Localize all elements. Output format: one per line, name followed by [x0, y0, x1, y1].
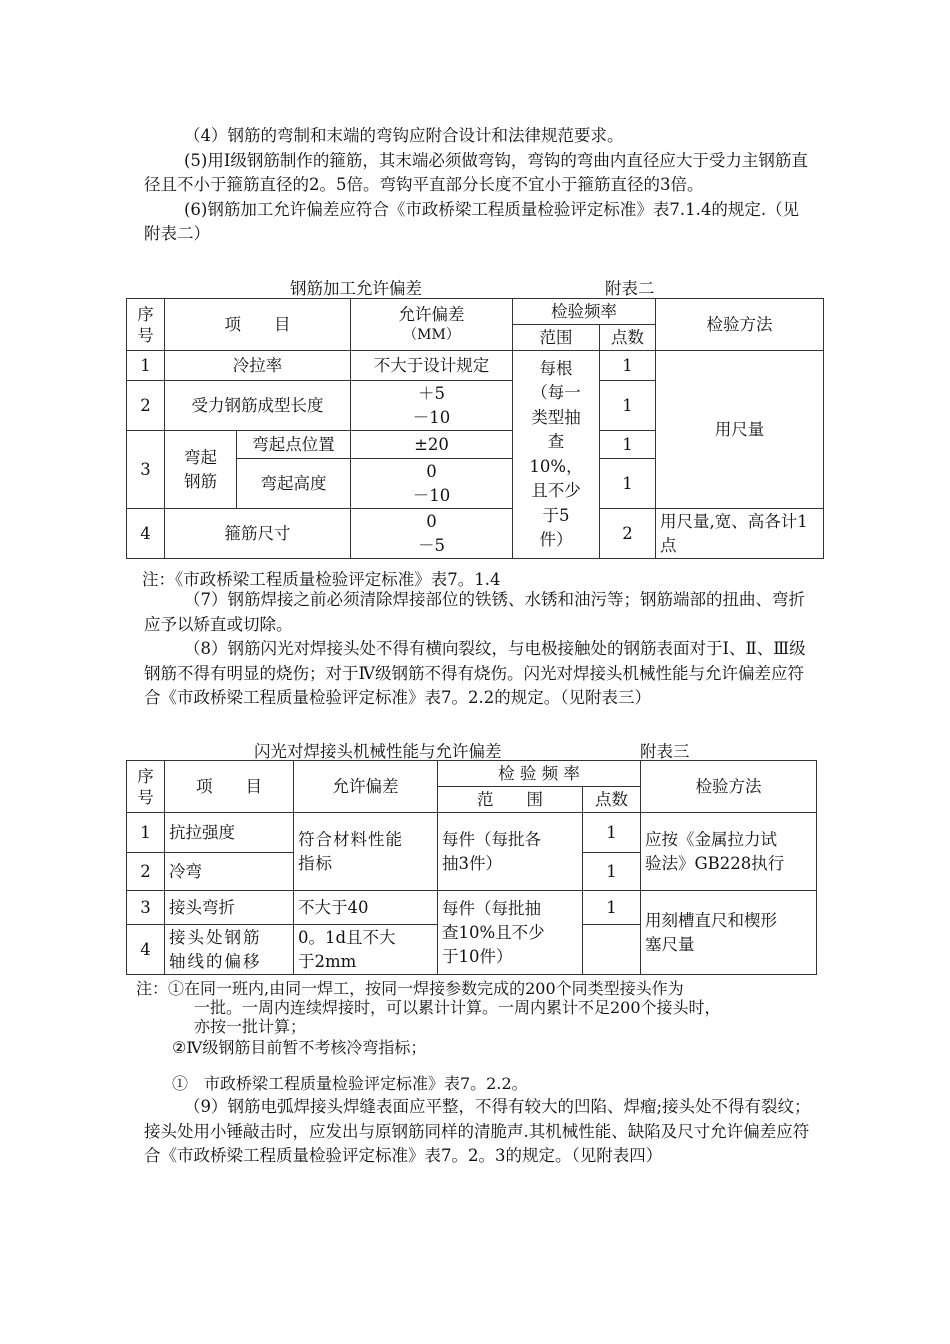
t2-header-seq: 序 号 [127, 299, 165, 351]
t2-row4-tolerance: 0 －5 [351, 509, 513, 559]
t2-row2-points: 1 [600, 381, 656, 431]
t3-tolerance-merged: 符合材料性能 指标 [294, 813, 438, 891]
t3-header-points: 点数 [583, 787, 641, 813]
note-3-text: ① 市政桥梁工程质量检验评定标准》表7。2.2。 [172, 1074, 528, 1093]
t2-row3-group: 弯起 钢筋 [165, 431, 237, 509]
t3-range-merged-b: 每件（每批抽 查10%且不少 于10件） [438, 891, 583, 975]
t3-header-frequency: 检 验 频 率 [438, 761, 641, 787]
t2-header-points: 点数 [600, 325, 656, 351]
mid-paragraphs [144, 588, 814, 711]
note-1-text: ①在同一班内,由同一焊工，按同一焊接参数完成的200个同类型接头作为 [168, 979, 684, 998]
t3-row3-seq: 3 [127, 891, 165, 925]
t2-row3-tolerance: ±20 [351, 431, 513, 459]
t3-row4-item: 接头处钢筋 轴线的偏移 [165, 925, 294, 975]
t3-header-method: 检验方法 [641, 761, 817, 813]
t3-header-seq: 序 号 [127, 761, 165, 813]
paragraph-6: (6)钢筋加工允许偏差应符合《市政桥梁工程质量检验评定标准》表7.1.4的规定.（见附表二） [144, 199, 800, 243]
paragraph-9: （9）钢筋电弧焊接头焊缝表面应平整，不得有较大的凹陷、焊瘤;接头处不得有裂纹；接头处用小锤敲击时，应发出与原钢筋同样的清脆声.其机械性能、缺陷及尺寸允许偏差应符合《市政桥梁工程质量检验评定标准》表7。2。3的规定。（见附表四） [144, 1097, 811, 1165]
t2-header-item: 项 目 [165, 299, 351, 351]
note-line-4 [136, 1038, 826, 1057]
t3-range-merged-a: 每件（每批各 抽3件） [438, 813, 583, 891]
t2-header-method: 检验方法 [656, 299, 824, 351]
t2-row2-item: 受力钢筋成型长度 [165, 381, 351, 431]
table3-notes [136, 979, 826, 1093]
t3-row3-item: 接头弯折 [165, 891, 294, 925]
table2-tag: 附表二 [605, 279, 655, 298]
t3-row4-tolerance: 0。1d且不大 于2mm [294, 925, 438, 975]
note-2-text: ②Ⅳ级钢筋目前暂不考核冷弯指标； [172, 1038, 427, 1057]
t2-row1-tolerance: 不大于设计规定 [351, 351, 513, 381]
t2-method-merged: 用尺量 [656, 351, 824, 509]
t2-row2-tolerance: ＋5 －10 [351, 381, 513, 431]
table3 [126, 760, 817, 975]
t3-method-merged-a: 应按《金属拉力试 验法》GB228执行 [641, 813, 817, 891]
t3-row2-item: 冷弯 [165, 853, 294, 891]
note-line-1 [136, 979, 826, 998]
t3-row3-points: 1 [583, 891, 641, 925]
t3-header-item: 项 目 [165, 761, 294, 813]
paragraph-8: （8）钢筋闪光对焊接头处不得有横向裂纹，与电极接触处的钢筋表面对于Ⅰ、Ⅱ、Ⅲ级钢筋不得有明显的烧伤；对于Ⅳ级钢筋不得有烧伤。闪光对焊接头机械性能与允许偏差应符合《市政桥梁工程质量检验评定标准》表7。2.2的规定。（见附表三） [144, 639, 806, 707]
t3-header-tolerance: 允许偏差 [294, 761, 438, 813]
table2-note: 注：《市政桥梁工程质量检验评定标准》表7。1.4 [142, 570, 501, 589]
t2-row2-seq: 2 [127, 381, 165, 431]
t2-row4-seq: 4 [127, 509, 165, 559]
t2-row4-points: 2 [600, 509, 656, 559]
top-paragraphs [144, 124, 814, 247]
t2-row3-seq: 3 [127, 431, 165, 509]
note-1-continued: 一批。一周内连续焊接时，可以累计计算。一周内累计不足200个接头时， [194, 998, 721, 1017]
table2-title: 钢筋加工允许偏差 [290, 279, 422, 298]
table3-title: 闪光对焊接头机械性能与允许偏差 [254, 742, 502, 761]
t3-row3-tolerance: 不大于40 [294, 891, 438, 925]
note-line-5 [136, 1074, 826, 1093]
t3-row2-seq: 2 [127, 853, 165, 891]
note-line-2 [136, 998, 826, 1017]
t3-row1-seq: 1 [127, 813, 165, 853]
t2-header-tolerance-unit: （MM） [403, 326, 460, 343]
t2-row3-points: 1 [600, 431, 656, 459]
t2-header-range: 范围 [513, 325, 600, 351]
table2 [126, 298, 824, 559]
table3-tag: 附表三 [640, 742, 690, 761]
note-line-3 [136, 1017, 826, 1036]
paragraph-5: (5)用Ⅰ级钢筋制作的箍筋，其末端必须做弯钩，弯钩的弯曲内直径应大于受力主钢筋直径且不小于箍筋直径的2。5倍。弯钩平直部分长度不宜小于箍筋直径的3倍。 [144, 150, 808, 194]
t2-row4-item: 箍筋尺寸 [165, 509, 351, 559]
t3-row4-points [583, 925, 641, 975]
t3-row1-points: 1 [583, 813, 641, 853]
t2-header-tolerance [351, 299, 513, 351]
note-1-end: 亦按一批计算； [194, 1017, 307, 1036]
bottom-paragraphs [144, 1095, 814, 1169]
t2-header-frequency: 检验频率 [513, 299, 656, 325]
paragraph-7: （7）钢筋焊接之前必须清除焊接部位的铁锈、水锈和油污等；钢筋端部的扭曲、弯折应予以矫直或切除。 [144, 590, 805, 634]
t2-header-tolerance-label: 允许偏差 [398, 304, 465, 324]
t2-row3b-item: 弯起高度 [237, 459, 351, 509]
t2-row3b-points: 1 [600, 459, 656, 509]
t2-row4-method: 用尺量,宽、高各计1点 [656, 509, 824, 559]
t2-row1-seq: 1 [127, 351, 165, 381]
t2-row1-item: 冷拉率 [165, 351, 351, 381]
t2-row1-points: 1 [600, 351, 656, 381]
t2-range-merged: 每根 （每一 类型抽 查 10%， 且不少 于5 件） [513, 351, 600, 559]
t3-row2-points: 1 [583, 853, 641, 891]
note-label: 注： [136, 979, 169, 998]
paragraph-4: （4）钢筋的弯制和末端的弯钩应附合设计和法律规范要求。 [184, 126, 624, 145]
t2-row3b-tolerance: 0 －10 [351, 459, 513, 509]
t3-method-merged-b: 用刻槽直尺和楔形 塞尺量 [641, 891, 817, 975]
t3-header-range: 范 围 [438, 787, 583, 813]
t3-row1-item: 抗拉强度 [165, 813, 294, 853]
t2-row3-item: 弯起点位置 [237, 431, 351, 459]
t3-row4-seq: 4 [127, 925, 165, 975]
